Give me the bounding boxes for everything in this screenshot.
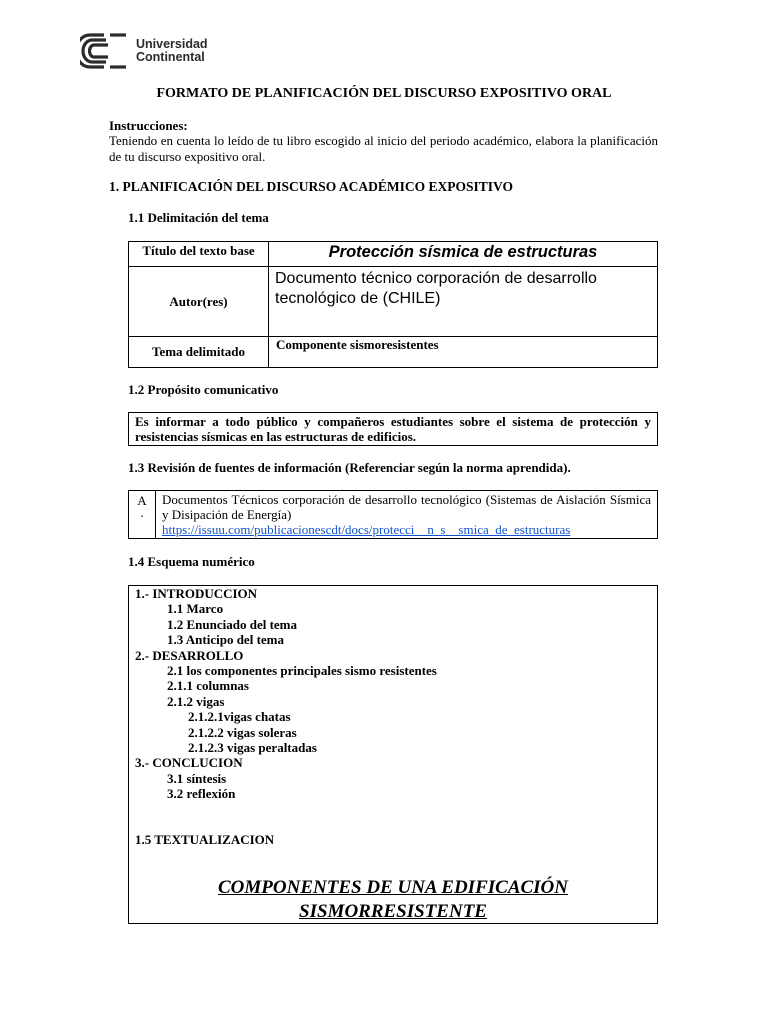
- instructions-label: Instrucciones:: [109, 118, 188, 133]
- outline-item: 2.1.2.1vigas chatas: [188, 709, 291, 725]
- logo-line-1: Universidad: [136, 37, 208, 51]
- base-text-title-label: Título del texto base: [129, 242, 269, 267]
- topic-delimitation-table: [128, 241, 658, 368]
- outline-item: 2.1 los componentes principales sismo resistentes: [167, 663, 437, 678]
- table-row: [129, 413, 658, 446]
- outline-item: 3.- CONCLUCION: [135, 755, 243, 771]
- source-link[interactable]: https://issuu.com/publicacionescdt/docs/protecci__n_s__smica_de_estructuras: [162, 522, 571, 537]
- base-text-title-value: Protección sísmica de estructuras: [269, 242, 658, 267]
- outline-item: 3.1 síntesis: [167, 770, 227, 786]
- source-letter: A: [137, 493, 147, 508]
- table-row: [129, 337, 658, 368]
- logo-wordmark: [136, 38, 208, 64]
- purpose-box: [128, 412, 658, 446]
- source-letter-dot: .: [140, 505, 144, 520]
- sources-table: [128, 490, 658, 539]
- author-value: Documento técnico corporación de desarrollo tecnológico de (CHILE): [269, 267, 658, 337]
- table-row: [129, 267, 658, 337]
- subsection-1-2-heading: 1.2 Propósito comunicativo: [128, 382, 279, 397]
- delimited-topic-label: Tema delimitado: [129, 337, 269, 368]
- source-reference-cell: [156, 491, 658, 539]
- table-row: [129, 491, 658, 539]
- table-row: [129, 242, 658, 267]
- subsection-1-5-heading: 1.5 TEXTUALIZACION: [135, 832, 275, 847]
- outline-item: 1.- INTRODUCCION: [135, 586, 258, 601]
- outline-item: 1.3 Anticipo del tema: [167, 632, 284, 648]
- subsection-1-1-heading: 1.1 Delimitación del tema: [128, 210, 269, 225]
- textualization-title-line-1: COMPONENTES DE UNA EDIFICACIÓN: [218, 877, 568, 898]
- outline-item: 2.1.1 columnas: [167, 678, 249, 694]
- outline-item: 2.1.2.2 vigas soleras: [188, 724, 297, 740]
- outline-item: 2.- DESARROLLO: [135, 647, 244, 663]
- subsection-1-3-heading: 1.3 Revisión de fuentes de información (Referenciar según la norma aprendida).: [128, 460, 571, 475]
- author-label: Autor(res): [129, 267, 269, 337]
- subsection-1-4-heading: 1.4 Esquema numérico: [128, 554, 255, 569]
- textualization-title: [129, 876, 657, 924]
- university-logo: [80, 32, 208, 70]
- outline-item: 1.2 Enunciado del tema: [167, 616, 298, 632]
- instructions-text: Teniendo en cuenta lo leído de tu libro escogido al inicio del periodo académico, elabora la planificación de tu discurso expositivo oral.: [109, 133, 658, 164]
- outline-item: 3.2 reflexión: [167, 786, 236, 802]
- section-1-heading: 1. PLANIFICACIÓN DEL DISCURSO ACADÉMICO EXPOSITIVO: [109, 179, 514, 194]
- outline-item: 2.1.2 vigas: [167, 693, 225, 709]
- continental-logo-icon: [80, 32, 128, 70]
- logo-line-2: Continental: [136, 50, 205, 64]
- source-letter-cell: [129, 491, 156, 539]
- document-title: FORMATO DE PLANIFICACIÓN DEL DISCURSO EXPOSITIVO ORAL: [156, 86, 612, 101]
- numeric-outline-box: [128, 585, 658, 924]
- textualization-title-line-2: SISMORRESISTENTE: [299, 901, 487, 922]
- outline-item: 2.1.2.3 vigas peraltadas: [188, 740, 317, 755]
- purpose-text: Es informar a todo público y compañeros estudiantes sobre el sistema de protección y resistencias sísmicas en las estructuras de edificios.: [129, 413, 658, 446]
- source-reference-text: Documentos Técnicos corporación de desarrollo tecnológico (Sistemas de Aislación Sísmica y Disipación de Energía): [162, 492, 651, 522]
- outline-item: 1.1 Marco: [167, 601, 224, 617]
- delimited-topic-value: Componente sismoresistentes: [269, 337, 658, 368]
